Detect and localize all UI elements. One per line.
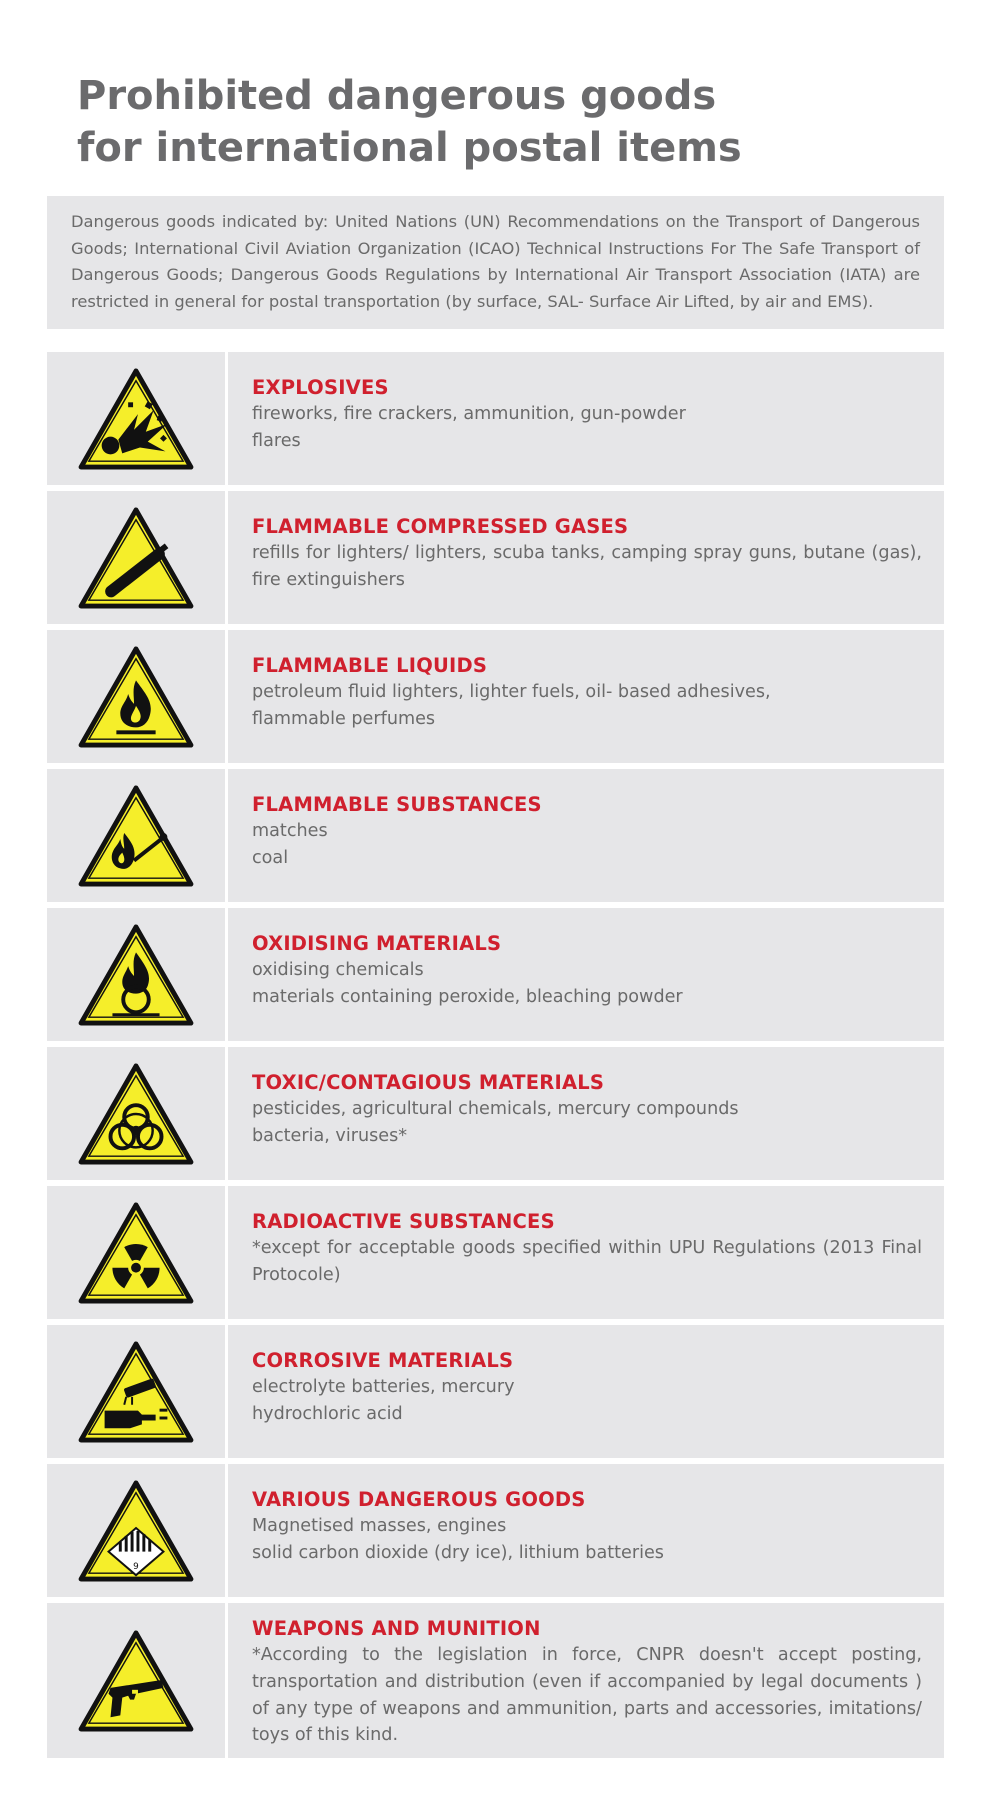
category-description	[252, 1642, 922, 1749]
description-line: flammable perfumes	[252, 708, 436, 729]
category-title: CORROSIVE MATERIALS	[252, 1349, 514, 1372]
description-line: fireworks, fire crackers, ammunition, gun-powder	[252, 404, 686, 424]
category-row-toxic-contagious-materials	[47, 1047, 944, 1180]
category-row-oxidising-materials	[47, 908, 944, 1041]
category-title: WEAPONS AND MUNITION	[252, 1617, 541, 1640]
category-title: FLAMMABLE COMPRESSED GASES	[252, 515, 629, 538]
category-row-radioactive-substances	[47, 1186, 944, 1319]
category-description	[252, 1096, 922, 1150]
category-title: FLAMMABLE SUBSTANCES	[252, 793, 542, 816]
category-row-corrosive-materials	[47, 1325, 944, 1458]
category-description	[252, 540, 922, 594]
category-row-flammable-compressed-gases	[47, 491, 944, 624]
intro-paragraph: Dangerous goods indicated by: United Nations (UN) Recommendations on the Transport of Dangerous Goods; International Civil Aviation Organization (ICAO) Technical Instructions For The Safe Transport of Dangerous Goods; Dangerous Goods Regulations by International Air Transport Association (IATA) are restricted in general for postal transportation (by surface, SAL- Surface Air Lifted, by air and EMS).	[47, 196, 944, 329]
category-description	[252, 1374, 922, 1428]
pistol-icon	[77, 1629, 195, 1733]
category-description	[252, 679, 922, 733]
description-line: bacteria, viruses*	[252, 1125, 408, 1146]
category-title: FLAMMABLE LIQUIDS	[252, 654, 488, 677]
category-title: TOXIC/CONTAGIOUS MATERIALS	[252, 1071, 605, 1094]
description-line: pesticides, agricultural chemicals, mercury compounds	[252, 1099, 739, 1119]
class-9-label: 9	[133, 1561, 139, 1572]
category-description	[252, 818, 922, 872]
category-row-flammable-substances	[47, 769, 944, 902]
description-line: oxidising chemicals	[252, 960, 424, 980]
gas-cylinder-icon	[77, 506, 195, 610]
category-row-weapons-and-munition	[47, 1603, 944, 1758]
description-line: materials containing peroxide, bleaching powder	[252, 986, 683, 1007]
description-line: *According to the legislation in force, CNPR doesn't accept posting, transportation and distribution (even if accompanied by legal documents ) of any type of weapons and ammunition, parts and accessories, imitations/ toys of this kind.	[252, 1645, 922, 1746]
category-row-various-dangerous-goods	[47, 1464, 944, 1597]
description-line: Magnetised masses, engines	[252, 1516, 507, 1536]
description-line: *except for acceptable goods specified within UPU Regulations (2013 Final Protocole)	[252, 1238, 922, 1285]
category-title: VARIOUS DANGEROUS GOODS	[252, 1488, 586, 1511]
category-title: EXPLOSIVES	[252, 376, 389, 399]
category-list	[47, 352, 944, 1764]
flame-over-circle-icon	[77, 923, 195, 1027]
corrosive-icon	[77, 1340, 195, 1444]
category-row-flammable-liquids	[47, 630, 944, 763]
match-icon	[77, 784, 195, 888]
category-title: OXIDISING MATERIALS	[252, 932, 502, 955]
category-title: RADIOACTIVE SUBSTANCES	[252, 1210, 555, 1233]
description-line: petroleum fluid lighters, lighter fuels, oil- based adhesives,	[252, 682, 771, 702]
description-line: electrolyte batteries, mercury	[252, 1377, 515, 1397]
description-line: flares	[252, 430, 301, 451]
category-description	[252, 957, 922, 1011]
category-description	[252, 1235, 922, 1289]
description-line: matches	[252, 821, 328, 841]
category-description	[252, 1513, 922, 1567]
page-title	[77, 70, 937, 174]
description-line: coal	[252, 847, 289, 868]
title-line-2: for international postal items	[77, 125, 742, 171]
description-line: hydrochloric acid	[252, 1403, 403, 1424]
description-line: refills for lighters/ lighters, scuba tanks, camping spray guns, butane (gas), fire extinguishers	[252, 543, 922, 590]
description-line: solid carbon dioxide (dry ice), lithium batteries	[252, 1542, 664, 1563]
biohazard-icon	[77, 1062, 195, 1166]
flame-icon	[77, 645, 195, 749]
explosion-icon	[77, 367, 195, 471]
class-9-icon	[77, 1479, 195, 1583]
title-line-1: Prohibited dangerous goods	[77, 73, 717, 119]
category-row-explosives	[47, 352, 944, 485]
radiation-icon	[77, 1201, 195, 1305]
category-description	[252, 401, 922, 455]
